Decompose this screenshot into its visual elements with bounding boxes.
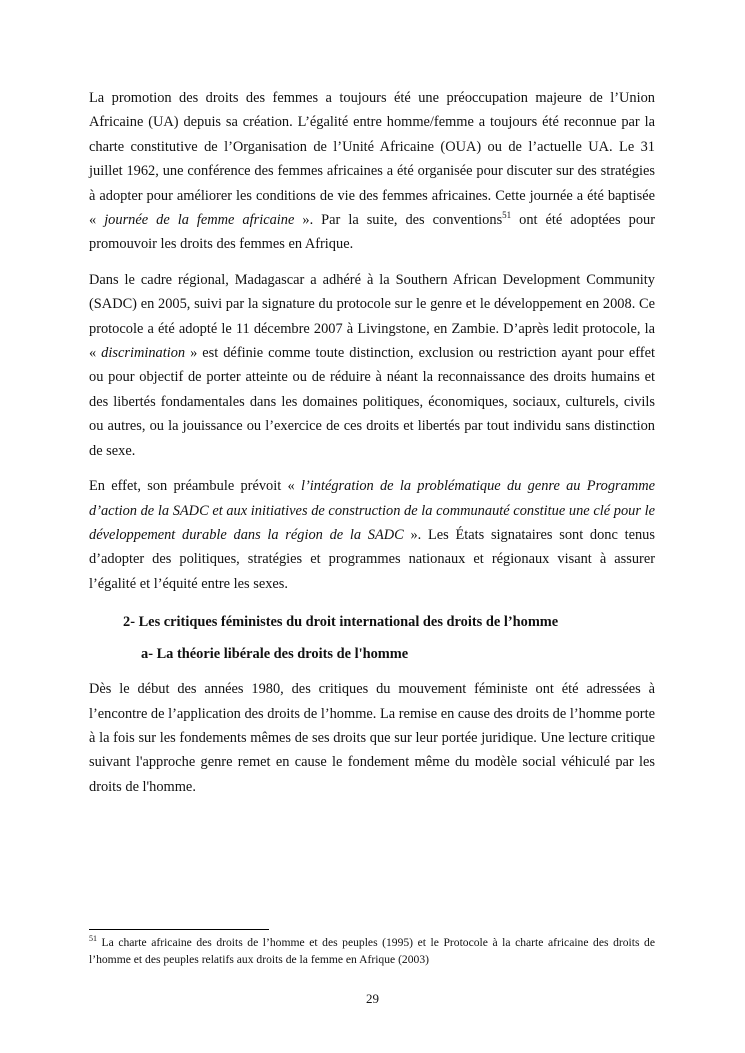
footnote-mark: 51: [89, 934, 97, 943]
footnote-text: La charte africaine des droits de l’homme et des peuples (1995) et le Protocole à la charte africaine des droits de l’homme et des peuples relatifs aux droits de la femme en Afrique (2003): [89, 936, 655, 966]
paragraph-sadc-protocol: [89, 268, 655, 463]
text-run: » est définie comme toute distinction, exclusion ou restriction ayant pour effet ou pour objectif de porter atteinte ou de réduire à néant la reconnaissance des droits humains et des libertés fondamentales dans les domaines politiques, économiques, sociaux, culturels, civils ou autres, ou la jouissance ou l’exercice de ces droits et libertés par tout individu sans distinction de sexe.: [89, 345, 655, 459]
page-number: 29: [366, 991, 379, 1006]
text-run: ». Les États signataires sont donc tenus d’adopter des politiques, stratégies et programmes nationaux et régionaux visant à assurer l’égalité et l’équité entre les sexes.: [89, 526, 655, 592]
text-run: La promotion des droits des femmes a toujours été une préoccupation majeure de l’Union Africaine (UA) depuis sa création. L’égalité entre homme/femme a toujours été reconnue par la charte constitutive de l’Organisation de l’Unité Africaine (OUA) ou de l’actuelle UA. Le 31 juillet 1962, une conférence des femmes africaines a été organisée pour discuter sur des stratégies à adopter pour améliorer les conditions de vie des femmes africaines. Cette journée a été baptisée «: [89, 90, 655, 229]
paragraph-feminist-critique: Dès le début des années 1980, des critiques du mouvement féministe ont été adressées à l’encontre de l’application des droits de l’homme. La remise en cause des droits de l’homme porte à la fois sur les fondements mêmes de ses droits que sur leur portée juridique. Une lecture critique suivant l'approche genre remet en cause le fondement même du modèle social véhiculé par les droits de l'homme.: [89, 681, 655, 795]
footnote-reference[interactable]: 51: [502, 210, 512, 221]
text-run: ont été adoptées pour promouvoir les droits des femmes en Afrique.: [89, 212, 656, 253]
footnote: [89, 934, 655, 968]
text-run: En effet, son préambule prévoit «: [89, 478, 301, 495]
text-run: ». Par la suite, des conventions: [294, 212, 503, 229]
quoted-passage: l’intégration de la problématique du genre au Programme d’action de la SADC et aux initiatives de construction de la communauté constitue une clé pour le développement durable dans la région de la SADC: [89, 478, 655, 543]
paragraph-au-women-rights: [89, 86, 655, 257]
quoted-term: discrimination: [101, 345, 186, 362]
footnote-separator: [89, 929, 269, 930]
section-heading: 2- Les critiques féministes du droit international des droits de l’homme: [123, 614, 559, 631]
subsection-heading: a- La théorie libérale des droits de l'homme: [141, 646, 409, 663]
quoted-term: journée de la femme africaine: [104, 212, 295, 229]
main-content: [89, 86, 655, 810]
paragraph-preamble: [89, 474, 655, 596]
text-run: Dans le cadre régional, Madagascar a adhéré à la Southern African Development Community (SADC) en 2005, suivi par la signature du protocole sur le genre et le développement en 2008. Ce protocole a été adopté le 11 décembre 2007 à Livingstone, en Zambie. D’après ledit protocole, la «: [89, 271, 655, 362]
